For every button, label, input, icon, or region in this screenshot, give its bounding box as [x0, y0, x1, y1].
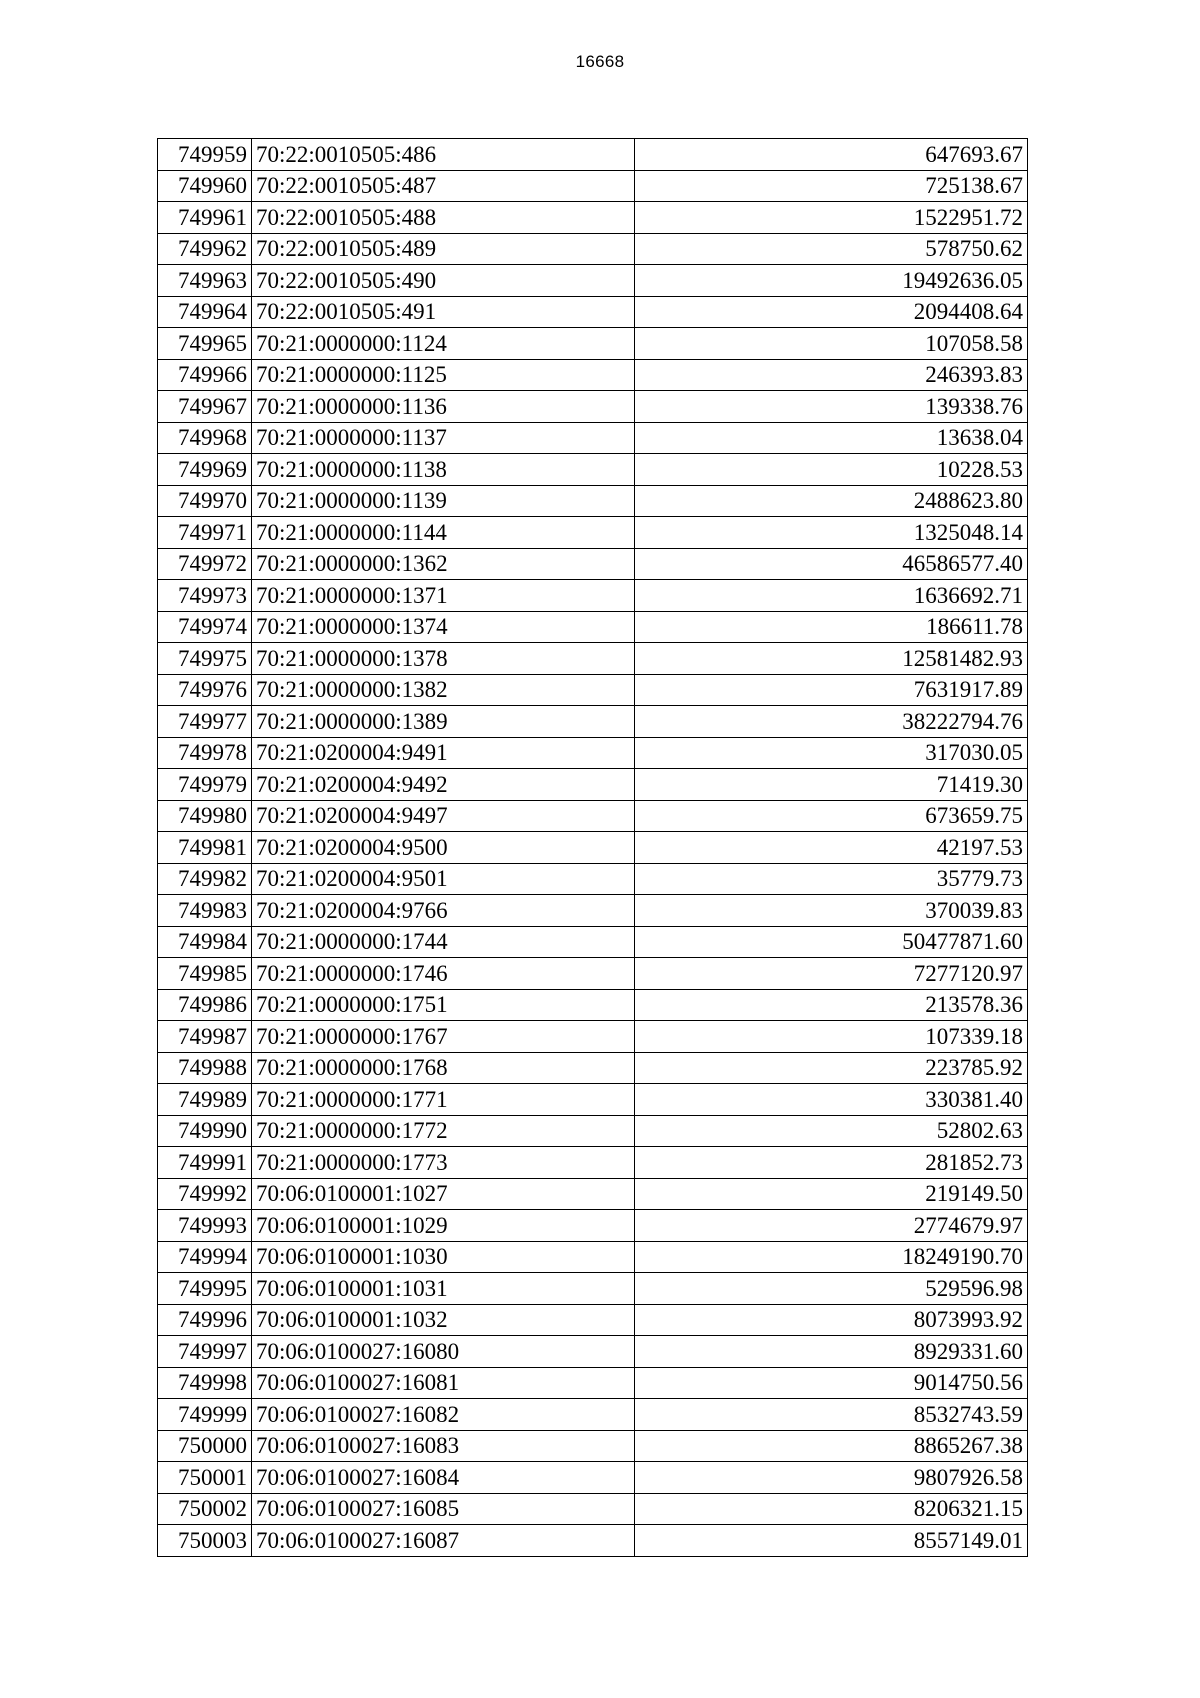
cadastral-number-cell: 70:21:0200004:9500 [252, 832, 635, 864]
cadastral-number-cell: 70:21:0000000:1137 [252, 422, 635, 454]
cadastral-number-cell: 70:21:0000000:1389 [252, 706, 635, 738]
cadastral-value-cell: 107339.18 [635, 1021, 1028, 1053]
cadastral-value-cell: 71419.30 [635, 769, 1028, 801]
cadastral-value-cell: 8206321.15 [635, 1493, 1028, 1525]
cadastral-number-cell: 70:06:0100027:16080 [252, 1336, 635, 1368]
row-number-cell: 749989 [158, 1084, 252, 1116]
cadastral-value-cell: 673659.75 [635, 800, 1028, 832]
cadastral-value-cell: 2488623.80 [635, 485, 1028, 517]
table-row [158, 737, 1028, 769]
table-row [158, 1084, 1028, 1116]
row-number-cell: 749970 [158, 485, 252, 517]
cadastral-value-table-container [157, 138, 1028, 1557]
cadastral-value-cell: 1636692.71 [635, 580, 1028, 612]
table-row [158, 1241, 1028, 1273]
row-number-cell: 749977 [158, 706, 252, 738]
row-number-cell: 749981 [158, 832, 252, 864]
row-number-cell: 749960 [158, 170, 252, 202]
row-number-cell: 749997 [158, 1336, 252, 1368]
table-row [158, 1052, 1028, 1084]
table-row [158, 1115, 1028, 1147]
row-number-cell: 749969 [158, 454, 252, 486]
cadastral-number-cell: 70:06:0100001:1030 [252, 1241, 635, 1273]
row-number-cell: 749982 [158, 863, 252, 895]
table-row [158, 1021, 1028, 1053]
cadastral-number-cell: 70:21:0200004:9492 [252, 769, 635, 801]
row-number-cell: 749994 [158, 1241, 252, 1273]
table-row [158, 1430, 1028, 1462]
cadastral-value-cell: 13638.04 [635, 422, 1028, 454]
cadastral-value-cell: 213578.36 [635, 989, 1028, 1021]
cadastral-value-cell: 9807926.58 [635, 1462, 1028, 1494]
cadastral-number-cell: 70:21:0200004:9497 [252, 800, 635, 832]
cadastral-value-table [157, 138, 1028, 1557]
row-number-cell: 749990 [158, 1115, 252, 1147]
row-number-cell: 749996 [158, 1304, 252, 1336]
cadastral-value-cell: 8929331.60 [635, 1336, 1028, 1368]
row-number-cell: 749985 [158, 958, 252, 990]
cadastral-number-cell: 70:21:0000000:1144 [252, 517, 635, 549]
cadastral-value-cell: 8073993.92 [635, 1304, 1028, 1336]
cadastral-number-cell: 70:22:0010505:488 [252, 202, 635, 234]
cadastral-value-cell: 281852.73 [635, 1147, 1028, 1179]
table-row [158, 1367, 1028, 1399]
table-row [158, 359, 1028, 391]
row-number-cell: 749987 [158, 1021, 252, 1053]
cadastral-number-cell: 70:21:0000000:1767 [252, 1021, 635, 1053]
row-number-cell: 749964 [158, 296, 252, 328]
cadastral-number-cell: 70:21:0000000:1382 [252, 674, 635, 706]
cadastral-value-cell: 317030.05 [635, 737, 1028, 769]
table-row [158, 1462, 1028, 1494]
table-row [158, 1336, 1028, 1368]
table-row [158, 233, 1028, 265]
cadastral-value-cell: 38222794.76 [635, 706, 1028, 738]
page-number: 16668 [575, 52, 625, 71]
table-row [158, 139, 1028, 171]
table-row [158, 202, 1028, 234]
row-number-cell: 749980 [158, 800, 252, 832]
row-number-cell: 749992 [158, 1178, 252, 1210]
row-number-cell: 749999 [158, 1399, 252, 1431]
cadastral-value-cell: 46586577.40 [635, 548, 1028, 580]
cadastral-value-cell: 8865267.38 [635, 1430, 1028, 1462]
table-row [158, 895, 1028, 927]
cadastral-number-cell: 70:06:0100027:16083 [252, 1430, 635, 1462]
cadastral-number-cell: 70:21:0000000:1773 [252, 1147, 635, 1179]
table-row [158, 926, 1028, 958]
row-number-cell: 749973 [158, 580, 252, 612]
row-number-cell: 749991 [158, 1147, 252, 1179]
row-number-cell: 749979 [158, 769, 252, 801]
table-row [158, 170, 1028, 202]
row-number-cell: 750000 [158, 1430, 252, 1462]
row-number-cell: 749975 [158, 643, 252, 675]
cadastral-value-cell: 107058.58 [635, 328, 1028, 360]
cadastral-value-cell: 330381.40 [635, 1084, 1028, 1116]
cadastral-number-cell: 70:06:0100001:1029 [252, 1210, 635, 1242]
row-number-cell: 749962 [158, 233, 252, 265]
cadastral-number-cell: 70:21:0200004:9766 [252, 895, 635, 927]
cadastral-number-cell: 70:06:0100027:16082 [252, 1399, 635, 1431]
table-row [158, 296, 1028, 328]
table-row [158, 800, 1028, 832]
cadastral-number-cell: 70:06:0100001:1027 [252, 1178, 635, 1210]
cadastral-value-cell: 370039.83 [635, 895, 1028, 927]
row-number-cell: 750001 [158, 1462, 252, 1494]
cadastral-value-cell: 52802.63 [635, 1115, 1028, 1147]
table-row [158, 1399, 1028, 1431]
cadastral-value-cell: 50477871.60 [635, 926, 1028, 958]
row-number-cell: 749974 [158, 611, 252, 643]
cadastral-number-cell: 70:21:0000000:1139 [252, 485, 635, 517]
table-row [158, 1273, 1028, 1305]
cadastral-value-cell: 12581482.93 [635, 643, 1028, 675]
cadastral-value-cell: 8532743.59 [635, 1399, 1028, 1431]
table-row [158, 328, 1028, 360]
row-number-cell: 749966 [158, 359, 252, 391]
cadastral-number-cell: 70:21:0000000:1124 [252, 328, 635, 360]
cadastral-value-cell: 578750.62 [635, 233, 1028, 265]
table-row [158, 422, 1028, 454]
row-number-cell: 749995 [158, 1273, 252, 1305]
row-number-cell: 749967 [158, 391, 252, 423]
cadastral-value-cell: 42197.53 [635, 832, 1028, 864]
table-row [158, 769, 1028, 801]
row-number-cell: 749965 [158, 328, 252, 360]
cadastral-value-cell: 647693.67 [635, 139, 1028, 171]
table-row [158, 989, 1028, 1021]
cadastral-number-cell: 70:21:0000000:1768 [252, 1052, 635, 1084]
cadastral-number-cell: 70:22:0010505:487 [252, 170, 635, 202]
table-row [158, 1210, 1028, 1242]
table-row [158, 265, 1028, 297]
row-number-cell: 749971 [158, 517, 252, 549]
cadastral-value-cell: 246393.83 [635, 359, 1028, 391]
table-row [158, 1147, 1028, 1179]
cadastral-number-cell: 70:22:0010505:491 [252, 296, 635, 328]
cadastral-value-cell: 1522951.72 [635, 202, 1028, 234]
cadastral-number-cell: 70:21:0000000:1374 [252, 611, 635, 643]
cadastral-value-cell: 529596.98 [635, 1273, 1028, 1305]
table-row [158, 643, 1028, 675]
cadastral-number-cell: 70:21:0000000:1772 [252, 1115, 635, 1147]
cadastral-value-cell: 8557149.01 [635, 1525, 1028, 1557]
cadastral-number-cell: 70:21:0000000:1751 [252, 989, 635, 1021]
table-row [158, 1304, 1028, 1336]
table-row [158, 863, 1028, 895]
cadastral-number-cell: 70:06:0100027:16081 [252, 1367, 635, 1399]
row-number-cell: 749988 [158, 1052, 252, 1084]
cadastral-number-cell: 70:21:0000000:1125 [252, 359, 635, 391]
cadastral-number-cell: 70:21:0000000:1362 [252, 548, 635, 580]
table-body [158, 139, 1028, 1557]
cadastral-number-cell: 70:06:0100001:1032 [252, 1304, 635, 1336]
table-row [158, 517, 1028, 549]
row-number-cell: 749959 [158, 139, 252, 171]
table-row [158, 580, 1028, 612]
cadastral-value-cell: 35779.73 [635, 863, 1028, 895]
cadastral-number-cell: 70:21:0000000:1371 [252, 580, 635, 612]
row-number-cell: 749986 [158, 989, 252, 1021]
table-row [158, 454, 1028, 486]
cadastral-value-cell: 7631917.89 [635, 674, 1028, 706]
table-row [158, 706, 1028, 738]
row-number-cell: 749968 [158, 422, 252, 454]
row-number-cell: 749963 [158, 265, 252, 297]
cadastral-number-cell: 70:06:0100001:1031 [252, 1273, 635, 1305]
row-number-cell: 750002 [158, 1493, 252, 1525]
table-row [158, 832, 1028, 864]
cadastral-value-cell: 2094408.64 [635, 296, 1028, 328]
cadastral-number-cell: 70:21:0000000:1744 [252, 926, 635, 958]
cadastral-number-cell: 70:21:0000000:1138 [252, 454, 635, 486]
cadastral-value-cell: 2774679.97 [635, 1210, 1028, 1242]
table-row [158, 391, 1028, 423]
cadastral-number-cell: 70:21:0000000:1378 [252, 643, 635, 675]
table-row [158, 485, 1028, 517]
cadastral-number-cell: 70:22:0010505:489 [252, 233, 635, 265]
cadastral-value-cell: 139338.76 [635, 391, 1028, 423]
row-number-cell: 749984 [158, 926, 252, 958]
cadastral-number-cell: 70:21:0200004:9491 [252, 737, 635, 769]
cadastral-value-cell: 18249190.70 [635, 1241, 1028, 1273]
row-number-cell: 749961 [158, 202, 252, 234]
cadastral-value-cell: 725138.67 [635, 170, 1028, 202]
row-number-cell: 749972 [158, 548, 252, 580]
table-row [158, 674, 1028, 706]
table-row [158, 958, 1028, 990]
row-number-cell: 749978 [158, 737, 252, 769]
row-number-cell: 749976 [158, 674, 252, 706]
cadastral-number-cell: 70:21:0000000:1746 [252, 958, 635, 990]
cadastral-value-cell: 7277120.97 [635, 958, 1028, 990]
cadastral-value-cell: 9014750.56 [635, 1367, 1028, 1399]
cadastral-value-cell: 219149.50 [635, 1178, 1028, 1210]
cadastral-number-cell: 70:22:0010505:490 [252, 265, 635, 297]
row-number-cell: 749993 [158, 1210, 252, 1242]
cadastral-value-cell: 186611.78 [635, 611, 1028, 643]
cadastral-number-cell: 70:21:0200004:9501 [252, 863, 635, 895]
cadastral-number-cell: 70:06:0100027:16084 [252, 1462, 635, 1494]
table-row [158, 1493, 1028, 1525]
cadastral-number-cell: 70:06:0100027:16087 [252, 1525, 635, 1557]
table-row [158, 1178, 1028, 1210]
row-number-cell: 749998 [158, 1367, 252, 1399]
row-number-cell: 749983 [158, 895, 252, 927]
row-number-cell: 750003 [158, 1525, 252, 1557]
cadastral-value-cell: 10228.53 [635, 454, 1028, 486]
cadastral-value-cell: 19492636.05 [635, 265, 1028, 297]
cadastral-number-cell: 70:21:0000000:1136 [252, 391, 635, 423]
table-row [158, 611, 1028, 643]
cadastral-number-cell: 70:06:0100027:16085 [252, 1493, 635, 1525]
cadastral-number-cell: 70:21:0000000:1771 [252, 1084, 635, 1116]
cadastral-number-cell: 70:22:0010505:486 [252, 139, 635, 171]
table-row [158, 1525, 1028, 1557]
cadastral-value-cell: 223785.92 [635, 1052, 1028, 1084]
cadastral-value-cell: 1325048.14 [635, 517, 1028, 549]
table-row [158, 548, 1028, 580]
